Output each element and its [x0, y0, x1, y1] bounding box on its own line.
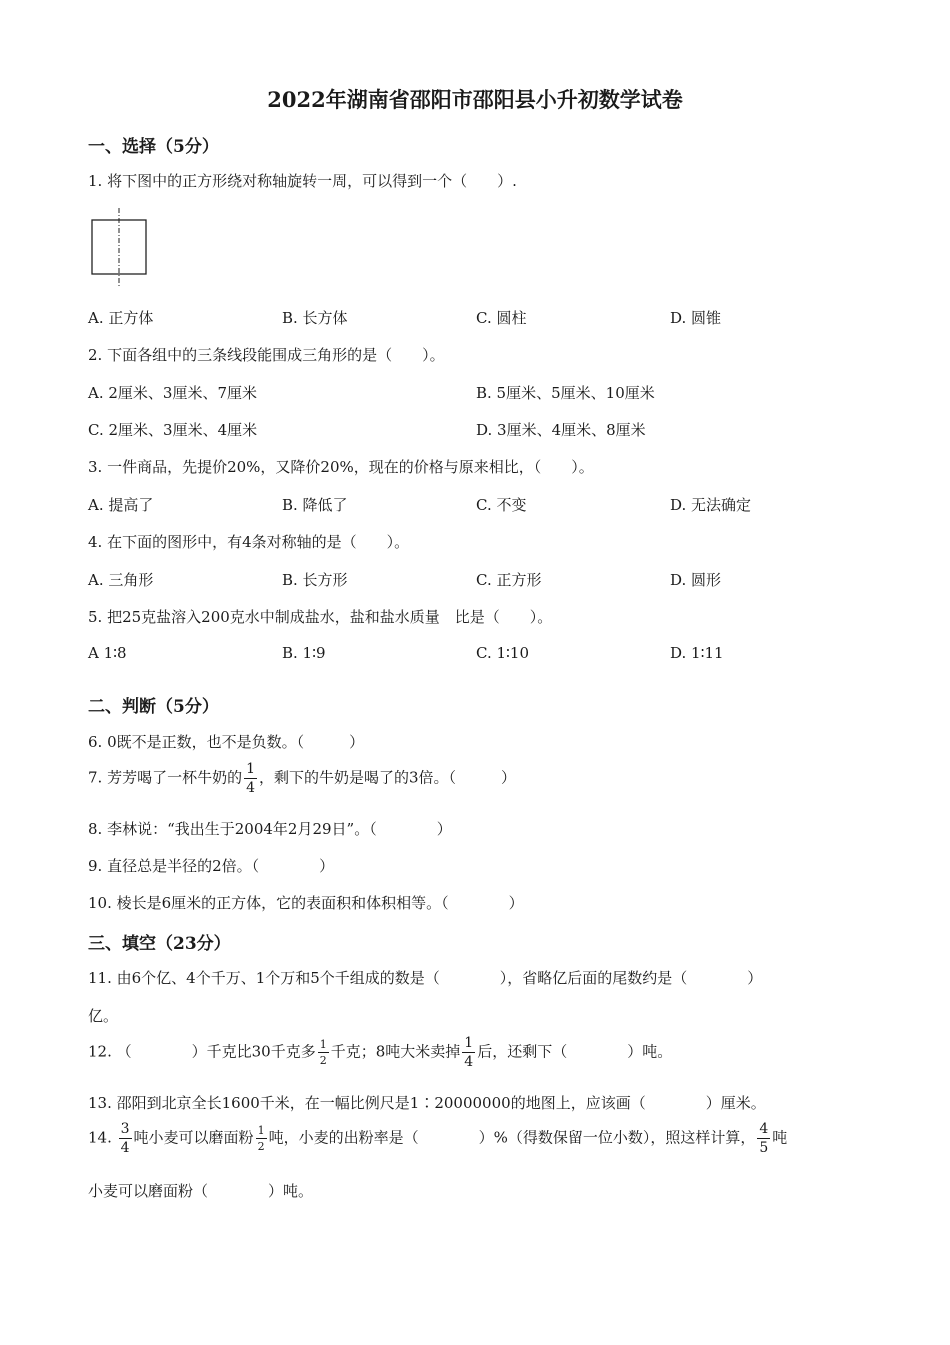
- q14-fraction-1-denominator: 4: [120, 1140, 130, 1156]
- question-11-line2: 亿。: [88, 1007, 119, 1025]
- q7-fraction-numerator: 1: [246, 761, 256, 777]
- question-11-line1: 11. 由6个亿、4个千万、1个万和5个千组成的数是（ ），省略亿后面的尾数约是（ ）: [88, 969, 763, 987]
- section-heading-choice: 一、选择（5分）: [88, 137, 219, 157]
- q7-fraction: [244, 762, 257, 795]
- q14-fraction-1: [119, 1122, 132, 1155]
- question-2: 2. 下面各组中的三条线段能围成三角形的是（ ）。: [88, 346, 445, 364]
- q4-option-b: B. 长方形: [282, 571, 348, 589]
- question-14-line2: 小麦可以磨面粉（ ）吨。: [88, 1182, 314, 1200]
- q14-text-2: 吨小麦可以磨面粉: [133, 1128, 254, 1147]
- section-heading-fill: 三、填空（23分）: [88, 934, 231, 954]
- q3-option-b: B. 降低了: [282, 496, 348, 514]
- square-with-axis-figure: [90, 208, 150, 288]
- q2-option-a: A. 2厘米、3厘米、7厘米: [88, 384, 257, 402]
- q12-fraction-1-denominator: 2: [319, 1054, 327, 1067]
- q14-fraction-3-numerator: 4: [759, 1121, 769, 1137]
- q14-fraction-3-denominator: 5: [759, 1140, 769, 1156]
- q1-option-b: B. 长方体: [282, 309, 348, 327]
- question-10: 10. 棱长是6厘米的正方体，它的表面积和体积相等。（ ）: [88, 894, 524, 912]
- q14-text-1: 14.: [88, 1128, 117, 1147]
- q4-option-d: D. 圆形: [670, 571, 722, 589]
- question-7: [88, 762, 516, 795]
- question-13: 13. 邵阳到北京全长1600千米，在一幅比例尺是1∶20000000的地图上，应该画（ ）厘米。: [88, 1094, 766, 1112]
- q12-fraction-1-numerator: 1: [319, 1038, 327, 1051]
- q7-text-post: ，剩下的牛奶是喝了的3倍。（ ）: [259, 768, 517, 787]
- q14-fraction-2-numerator: 1: [257, 1124, 265, 1137]
- question-8: 8. 李林说：“我出生于2004年2月29日”。（ ）: [88, 820, 452, 838]
- section-heading-judge: 二、判断（5分）: [88, 697, 219, 717]
- page-title: 2022年湖南省邵阳市邵阳县小升初数学试卷: [267, 87, 683, 112]
- question-6: 6. 0既不是正数，也不是负数。（ ）: [88, 733, 365, 751]
- q14-text-3: 吨，小麦的出粉率是（ ）%（得数保留一位小数），照这样计算，: [268, 1128, 756, 1147]
- q3-option-a: A. 提高了: [88, 496, 154, 514]
- q2-option-d: D. 3厘米、4厘米、8厘米: [476, 421, 646, 439]
- q7-fraction-denominator: 4: [246, 780, 256, 796]
- q4-option-c: C. 正方形: [476, 571, 542, 589]
- question-9: 9. 直径总是半径的2倍。（ ）: [88, 857, 335, 875]
- q1-option-a: A. 正方体: [88, 309, 154, 327]
- q7-text-pre: 7. 芳芳喝了一杯牛奶的: [88, 768, 243, 787]
- question-5: 5. 把25克盐溶入200克水中制成盐水，盐和盐水质量 比是（ ）。: [88, 608, 553, 626]
- q12-text-2: 千克；8吨大米卖掉: [330, 1042, 461, 1061]
- q1-option-d: D. 圆锥: [670, 309, 722, 327]
- q5-option-c: C. 1∶10: [476, 644, 530, 662]
- q14-fraction-2: [256, 1125, 267, 1152]
- q14-fraction-1-numerator: 3: [120, 1121, 130, 1137]
- q12-fraction-2: [462, 1036, 475, 1069]
- question-12: [88, 1036, 672, 1069]
- q12-text-3: 后，还剩下（ ）吨。: [477, 1042, 673, 1061]
- q12-fraction-1: [318, 1039, 329, 1066]
- q2-option-c: C. 2厘米、3厘米、4厘米: [88, 421, 258, 439]
- question-14: [88, 1122, 868, 1155]
- question-4: 4. 在下面的图形中，有4条对称轴的是（ ）。: [88, 533, 410, 551]
- question-1: 1. 将下图中的正方形绕对称轴旋转一周，可以得到一个（ ）.: [88, 172, 517, 190]
- q2-option-b: B. 5厘米、5厘米、10厘米: [476, 384, 655, 402]
- q14-text-4: 吨: [772, 1128, 788, 1147]
- q5-option-b: B. 1∶9: [282, 644, 326, 662]
- q4-option-a: A. 三角形: [88, 571, 154, 589]
- q12-text-1: 12. （ ）千克比30千克多: [88, 1042, 316, 1061]
- q3-option-d: D. 无法确定: [670, 496, 752, 514]
- q14-fraction-3: [757, 1122, 770, 1155]
- q1-option-c: C. 圆柱: [476, 309, 527, 327]
- q12-fraction-2-numerator: 1: [464, 1035, 474, 1051]
- q5-option-d: D. 1∶11: [670, 644, 724, 662]
- question-3: 3. 一件商品，先提价20%，又降价20%，现在的价格与原来相比，（ ）。: [88, 458, 594, 476]
- q12-fraction-2-denominator: 4: [464, 1054, 474, 1070]
- q5-option-a: A 1∶8: [88, 644, 127, 662]
- q14-fraction-2-denominator: 2: [257, 1140, 265, 1153]
- q3-option-c: C. 不变: [476, 496, 527, 514]
